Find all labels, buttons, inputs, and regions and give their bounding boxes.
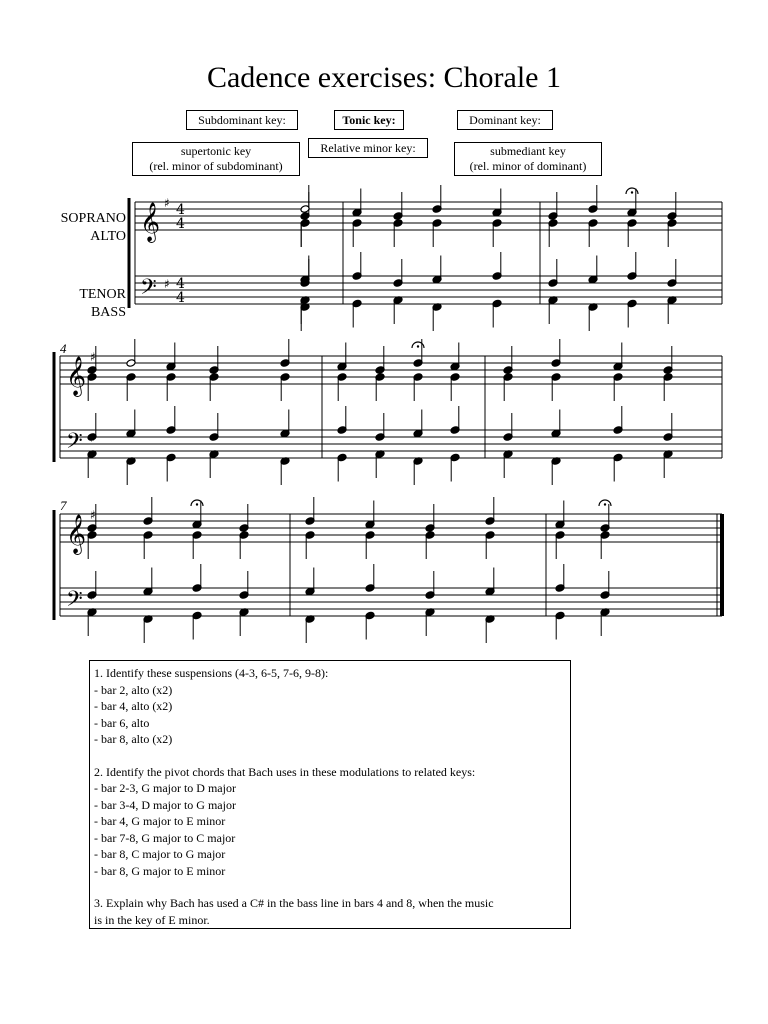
bass-label: BASS <box>90 305 126 320</box>
dominant-key-label: Dominant key: <box>469 113 541 127</box>
submediant-key-label: submediant key <box>490 144 566 158</box>
question-2-item: - bar 7-8, G major to C major <box>94 830 236 845</box>
relative-minor-key-label: Relative minor key: <box>320 141 416 155</box>
question-2-item: - bar 8, C major to G major <box>94 847 226 861</box>
bass-clef-icon: 𝄢 <box>66 587 83 617</box>
supertonic-key-note: (rel. minor of subdominant) <box>149 159 283 173</box>
question-3-text: 3. Explain why Bach has used a C# in the bass line in bars 4 and 8, when the music <box>94 896 494 910</box>
time-signature-denominator: 4 <box>176 290 185 306</box>
question-1-item: - bar 4, alto (x2) <box>94 699 173 713</box>
question-1-item: - bar 6, alto <box>94 715 150 730</box>
time-signature-denominator: 4 <box>176 216 185 232</box>
fermata-dot <box>417 345 419 347</box>
question-1-item: - bar 2, alto (x2) <box>94 682 173 697</box>
questions-box <box>89 660 571 929</box>
treble-clef-icon: 𝄞 <box>66 514 87 554</box>
fermata-dot <box>196 503 198 505</box>
treble-clef-icon: 𝄞 <box>140 202 161 242</box>
fermata-dot <box>604 503 606 505</box>
tonic-key-label: Tonic key: <box>342 113 396 127</box>
time-signature-numerator: 4 <box>176 202 185 218</box>
sharp-icon: ♯ <box>164 196 170 210</box>
treble-clef-icon: 𝄞 <box>66 356 87 396</box>
measure-number-7: 7 <box>60 498 67 513</box>
bass-clef-icon: 𝄢 <box>66 429 83 459</box>
question-2-item: - bar 8, G major to E minor <box>94 863 226 878</box>
tenor-label: TENOR <box>79 287 126 302</box>
bass-clef-icon: 𝄢 <box>140 275 157 305</box>
measure-number-4: 4 <box>60 341 67 356</box>
supertonic-key-label: supertonic key <box>180 144 252 158</box>
sharp-icon: ♯ <box>90 508 96 522</box>
subdominant-key-label: Subdominant key: <box>198 113 286 127</box>
question-2-item: - bar 3-4, D major to G major <box>94 797 236 812</box>
sharp-icon: ♯ <box>90 350 96 364</box>
question-2-item: - bar 4, G major to E minor <box>94 814 226 828</box>
fermata-dot <box>631 191 633 193</box>
time-signature-numerator: 4 <box>176 276 185 292</box>
soprano-label: SOPRANO <box>60 211 126 226</box>
alto-label: ALTO <box>90 229 126 244</box>
question-2-heading: 2. Identify the pivot chords that Bach uses in these modulations to related keys: <box>94 764 476 779</box>
submediant-key-note: (rel. minor of dominant) <box>469 159 587 173</box>
question-1-heading: 1. Identify these suspensions (4-3, 6-5, 7-6, 9-8): <box>94 666 329 680</box>
question-2-item: - bar 2-3, G major to D major <box>94 781 236 795</box>
page-title: Cadence exercises: Chorale 1 <box>206 61 561 94</box>
sharp-icon: ♯ <box>164 277 170 291</box>
question-1-item: - bar 8, alto (x2) <box>94 732 173 746</box>
question-3-text: is in the key of E minor. <box>94 912 210 927</box>
